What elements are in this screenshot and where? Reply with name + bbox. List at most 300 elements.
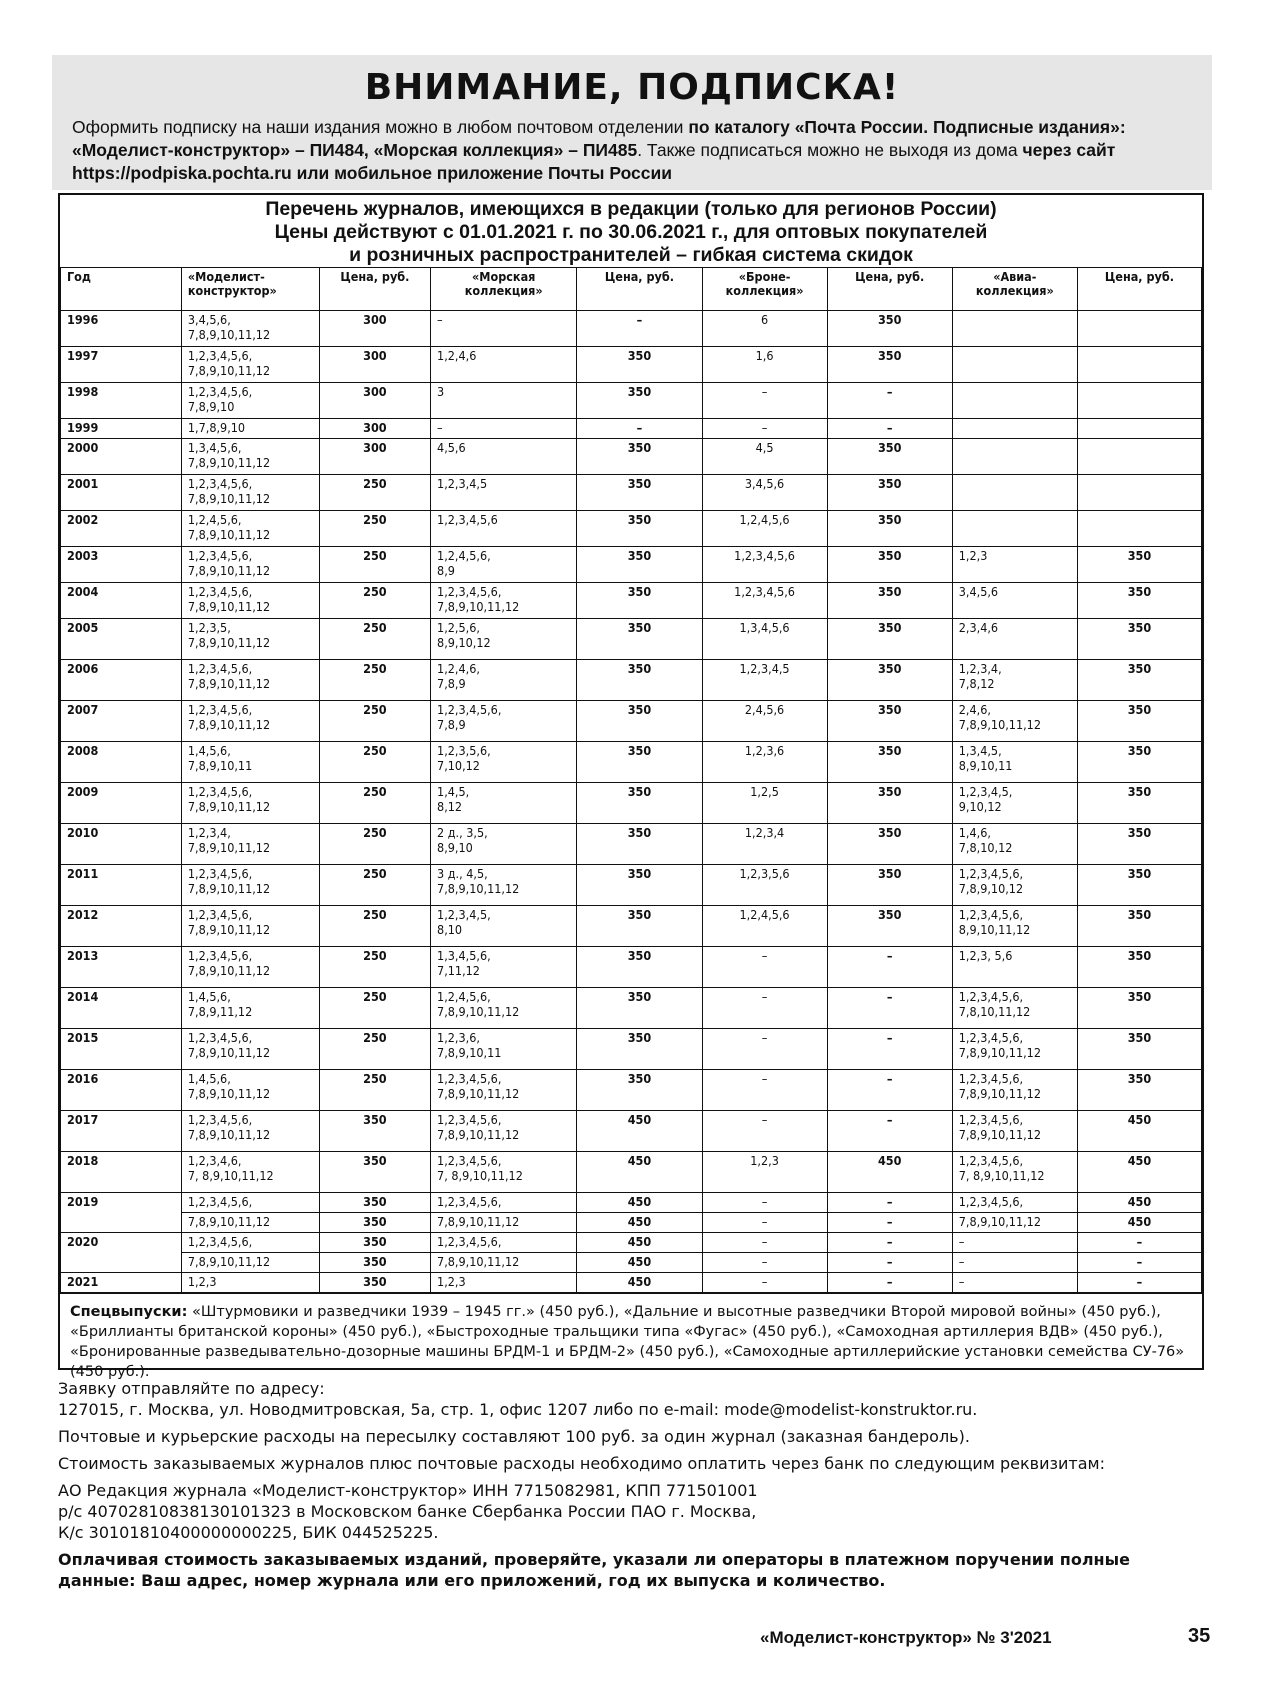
table-cell: 300 xyxy=(319,383,430,419)
table-header-row xyxy=(61,268,1202,311)
table-cell xyxy=(952,383,1077,419)
table-cell: 1,4,5,6, 7,8,9,10,11,12 xyxy=(181,1070,319,1111)
table-cell: 350 xyxy=(577,783,702,824)
table-row xyxy=(61,1193,1202,1213)
table-cell: 2021 xyxy=(61,1273,182,1293)
table-cell: 1,2,3,4,5,6, 7,8,9,10,11,12 xyxy=(431,1111,577,1152)
table-cell: 2000 xyxy=(61,439,182,475)
table-row xyxy=(61,547,1202,583)
table-cell xyxy=(952,311,1077,347)
table-row xyxy=(61,439,1202,475)
table-cell: 1,2,3,4,5,6, 7,8,9,10,11,12 xyxy=(181,906,319,947)
table-cell: 1,4,6, 7,8,10,12 xyxy=(952,824,1077,865)
header-price: Цена, руб. xyxy=(1077,268,1201,311)
table-cell: 350 xyxy=(577,383,702,419)
table-cell: 250 xyxy=(319,742,430,783)
table-cell: 1,3,4,5,6, 7,8,9,10,11,12 xyxy=(181,439,319,475)
table-cell: 3 xyxy=(431,383,577,419)
table-cell: 350 xyxy=(827,783,952,824)
table-cell: 350 xyxy=(577,511,702,547)
table-cell: 2002 xyxy=(61,511,182,547)
table-cell: – xyxy=(827,1070,952,1111)
table-cell: 350 xyxy=(577,824,702,865)
table-row xyxy=(61,419,1202,439)
table-cell: 1,2,3,4,5,6, 7,8,9,10,11,12 xyxy=(952,1029,1077,1070)
table-cell: 2020 xyxy=(61,1233,182,1273)
table-cell: 1,2,3,4,5,6, 7,8,9,10,11,12 xyxy=(181,583,319,619)
header-avia: «Авиа-коллекция» xyxy=(952,268,1077,311)
table-cell: 350 xyxy=(577,660,702,701)
table-cell: – xyxy=(702,1273,827,1293)
table-cell: – xyxy=(952,1273,1077,1293)
table-cell: 1,2,3,4,5,6, 7,8,9,10,11,12 xyxy=(181,660,319,701)
table-cell: 2003 xyxy=(61,547,182,583)
table-cell: 350 xyxy=(827,439,952,475)
table-cell: 1,2,4,6 xyxy=(431,347,577,383)
table-cell: 350 xyxy=(827,660,952,701)
table-cell: 1,2,3,4,5,6, 7,8,9,10,11,12 xyxy=(431,583,577,619)
table-cell: 1,2,3,4,5,6, xyxy=(952,1193,1077,1213)
table-cell: 1,7,8,9,10 xyxy=(181,419,319,439)
bank-requisites: АО Редакция журнала «Моделист-конструктор» ИНН 7715082981, КПП 771501001 р/с 40702810838130101323 в Московском банке Сбербанка России ПАО г. Москва, К/с 30101810400000000225, БИК 044525225. xyxy=(58,1481,758,1542)
table-row xyxy=(61,660,1202,701)
table-cell: 1,2,3,4 xyxy=(702,824,827,865)
table-cell: – xyxy=(827,1193,952,1213)
table-cell: 1,3,4,5,6, 7,11,12 xyxy=(431,947,577,988)
table-cell: 350 xyxy=(827,511,952,547)
table-cell: 450 xyxy=(577,1193,702,1213)
table-cell: – xyxy=(702,1029,827,1070)
table-cell: – xyxy=(827,988,952,1029)
table-cell: 1,2,3,4,5,6, 7,8,9,10,12 xyxy=(952,865,1077,906)
price-list-box xyxy=(58,193,1204,1380)
table-cell: 350 xyxy=(319,1273,430,1293)
table-cell: 350 xyxy=(1077,701,1201,742)
table-cell: 350 xyxy=(577,547,702,583)
table-cell xyxy=(1077,439,1201,475)
table-cell: 350 xyxy=(827,701,952,742)
table-cell: 1999 xyxy=(61,419,182,439)
table-cell xyxy=(1077,311,1201,347)
table-cell: 1,2,3,4,5,6 xyxy=(431,511,577,547)
table-cell: 450 xyxy=(577,1213,702,1233)
journal-issue: «Моделист-конструктор» № 3'2021 xyxy=(760,1628,1052,1647)
table-cell xyxy=(1077,475,1201,511)
header-brone: «Броне-коллекция» xyxy=(702,268,827,311)
table-cell: 1997 xyxy=(61,347,182,383)
table-cell: 250 xyxy=(319,1029,430,1070)
table-row xyxy=(61,1111,1202,1152)
table-cell: – xyxy=(431,311,577,347)
table-cell: 2005 xyxy=(61,619,182,660)
table-cell: – xyxy=(1077,1253,1201,1273)
table-cell: 350 xyxy=(577,619,702,660)
table-cell: 1,2,3,4,5,6, 7,8,9,10,11,12 xyxy=(181,1029,319,1070)
table-cell: – xyxy=(1077,1233,1201,1253)
table-cell: 2007 xyxy=(61,701,182,742)
table-cell: 2014 xyxy=(61,988,182,1029)
table-cell: – xyxy=(702,1233,827,1253)
table-row xyxy=(61,947,1202,988)
table-cell: 350 xyxy=(1077,547,1201,583)
table-cell: 250 xyxy=(319,511,430,547)
table-cell: 1,2,3,4,5,6, 7,8,10,11,12 xyxy=(952,988,1077,1029)
table-cell: 1,2,4,5,6, 7,8,9,10,11,12 xyxy=(181,511,319,547)
table-cell: 1,2,3,4,5 xyxy=(431,475,577,511)
table-cell: 2017 xyxy=(61,1111,182,1152)
table-cell: 1,2,3,4,6, 7, 8,9,10,11,12 xyxy=(181,1152,319,1193)
table-cell: 350 xyxy=(577,988,702,1029)
banner-text: Оформить подписку на наши издания можно в любом почтовом отделении по каталогу «Почта России. Подписные издания»: «Моделист-конструктор» – ПИ484, «Морская коллекция» – ПИ485. Также подписаться можно не выходя из дома через сайт https://podpiska.pochta.ru или мобильное приложение Почты России xyxy=(72,117,1126,183)
table-cell: – xyxy=(827,1273,952,1293)
subscription-banner xyxy=(52,55,1212,190)
table-cell: – xyxy=(577,419,702,439)
table-cell: 1,2,3,4,5,6, 7,8,9 xyxy=(431,701,577,742)
table-cell: – xyxy=(702,988,827,1029)
table-cell: 350 xyxy=(577,865,702,906)
table-cell: 2016 xyxy=(61,1070,182,1111)
table-cell: 2004 xyxy=(61,583,182,619)
table-cell: 1,2,3,4,5,6, 7,8,9,10,11,12 xyxy=(181,865,319,906)
table-row xyxy=(61,383,1202,419)
table-cell: 2019 xyxy=(61,1193,182,1233)
table-cell: 1,2,3,4,5,6, 8,9,10,11,12 xyxy=(952,906,1077,947)
table-cell: 450 xyxy=(827,1152,952,1193)
table-cell: 350 xyxy=(1077,906,1201,947)
table-cell: 350 xyxy=(827,547,952,583)
table-cell: 250 xyxy=(319,619,430,660)
table-cell: – xyxy=(827,1253,952,1273)
table-cell: – xyxy=(827,383,952,419)
table-row xyxy=(61,1070,1202,1111)
table-cell: – xyxy=(577,311,702,347)
table-cell: 3,4,5,6, 7,8,9,10,11,12 xyxy=(181,311,319,347)
table-cell: 250 xyxy=(319,824,430,865)
table-cell: 300 xyxy=(319,439,430,475)
table-cell: 6 xyxy=(702,311,827,347)
table-cell: 350 xyxy=(577,439,702,475)
table-cell: 2,4,5,6 xyxy=(702,701,827,742)
table-cell: 350 xyxy=(319,1213,430,1233)
table-cell: 350 xyxy=(577,1029,702,1070)
table-cell: 1,2,3,5, 7,8,9,10,11,12 xyxy=(181,619,319,660)
table-cell: 250 xyxy=(319,988,430,1029)
table-row xyxy=(61,742,1202,783)
table-cell: 1,2,3,4,5,6, 7,8,9,10,11,12 xyxy=(952,1070,1077,1111)
table-cell: 250 xyxy=(319,783,430,824)
table-cell: 7,8,9,10,11,12 xyxy=(181,1253,319,1273)
table-row xyxy=(61,701,1202,742)
table-cell: 1,2,3,4,5,6, 7,8,9,10,11,12 xyxy=(431,1070,577,1111)
table-cell: 350 xyxy=(827,865,952,906)
table-cell: – xyxy=(952,1253,1077,1273)
table-cell: 7,8,9,10,11,12 xyxy=(952,1213,1077,1233)
table-cell: 250 xyxy=(319,547,430,583)
table-cell: 2,3,4,6 xyxy=(952,619,1077,660)
table-cell: – xyxy=(702,1253,827,1273)
table-cell: 1,2,3 xyxy=(952,547,1077,583)
table-cell: 2,4,6, 7,8,9,10,11,12 xyxy=(952,701,1077,742)
table-cell: 7,8,9,10,11,12 xyxy=(181,1213,319,1233)
table-cell: 450 xyxy=(577,1111,702,1152)
table-cell xyxy=(1077,511,1201,547)
table-cell: 1,2,3,4, 7,8,9,10,11,12 xyxy=(181,824,319,865)
table-cell: 350 xyxy=(827,583,952,619)
table-cell: 300 xyxy=(319,347,430,383)
table-cell: 1,4,5,6, 7,8,9,11,12 xyxy=(181,988,319,1029)
table-cell: 3,4,5,6 xyxy=(952,583,1077,619)
table-cell: 1,2,3, 5,6 xyxy=(952,947,1077,988)
table-cell xyxy=(1077,419,1201,439)
table-cell: – xyxy=(827,947,952,988)
table-cell: 350 xyxy=(1077,583,1201,619)
table-row xyxy=(61,1152,1202,1193)
table-cell: – xyxy=(827,1233,952,1253)
table-cell: 350 xyxy=(577,906,702,947)
table-cell: 1,6 xyxy=(702,347,827,383)
table-cell: 1,2,3,4,5,6, 7,8,9,10,11,12 xyxy=(181,547,319,583)
table-cell: 1,2,3,4,5,6, 7,8,9,10,11,12 xyxy=(181,1111,319,1152)
table-cell: – xyxy=(702,1193,827,1213)
table-cell: 350 xyxy=(827,824,952,865)
table-row xyxy=(61,865,1202,906)
table-cell: 1,2,3,4,5,6, 7,8,9,10,11,12 xyxy=(181,947,319,988)
banner-title: ВНИМАНИЕ, ПОДПИСКА! xyxy=(364,67,900,108)
table-cell: 350 xyxy=(1077,660,1201,701)
table-cell: 1,2,3,4,5,6, 7,8,9,10 xyxy=(181,383,319,419)
table-cell: 250 xyxy=(319,906,430,947)
table-cell: 1,2,3,4,5,6, xyxy=(181,1193,319,1213)
table-cell: 350 xyxy=(577,583,702,619)
table-cell: 350 xyxy=(827,906,952,947)
table-cell: 250 xyxy=(319,865,430,906)
table-cell: 350 xyxy=(827,311,952,347)
table-cell: 1,2,4,5,6, 7,8,9,10,11,12 xyxy=(431,988,577,1029)
table-cell: – xyxy=(431,419,577,439)
table-cell xyxy=(952,347,1077,383)
table-row xyxy=(61,1233,1202,1253)
table-cell: 1,2,3,6 xyxy=(702,742,827,783)
table-cell: 250 xyxy=(319,1070,430,1111)
table-cell: 2010 xyxy=(61,824,182,865)
table-cell: – xyxy=(952,1233,1077,1253)
table-row xyxy=(61,1253,1202,1273)
table-cell: 2012 xyxy=(61,906,182,947)
table-cell: 1,2,3,4,5,6, 7,8,9,10,11,12 xyxy=(181,783,319,824)
table-cell: 1,2,3,4,5,6, xyxy=(431,1233,577,1253)
table-cell: 1,4,5,6, 7,8,9,10,11 xyxy=(181,742,319,783)
table-cell: 1,2,4,6, 7,8,9 xyxy=(431,660,577,701)
table-cell: 2008 xyxy=(61,742,182,783)
table-cell: 1,2,3,4,5 xyxy=(702,660,827,701)
table-row xyxy=(61,906,1202,947)
table-cell xyxy=(952,511,1077,547)
table-cell: 350 xyxy=(577,947,702,988)
table-cell: – xyxy=(1077,1273,1201,1293)
table-cell: 350 xyxy=(1077,1029,1201,1070)
table-cell: 350 xyxy=(319,1193,430,1213)
address: Заявку отправляйте по адресу: 127015, г. Москва, ул. Новодмитровская, 5а, стр. 1, офис 1207 либо по e-mail: mode@modelist-konstruktor.ru. xyxy=(58,1379,978,1419)
header-year: Год xyxy=(61,268,182,311)
table-cell: – xyxy=(827,419,952,439)
table-row xyxy=(61,988,1202,1029)
table-cell: – xyxy=(702,419,827,439)
table-row xyxy=(61,347,1202,383)
table-cell xyxy=(952,475,1077,511)
table-row xyxy=(61,1273,1202,1293)
table-cell: 350 xyxy=(1077,865,1201,906)
table-cell: 1,2,3,4,5,6, 7,8,9,10,11,12 xyxy=(181,701,319,742)
table-cell: 450 xyxy=(1077,1193,1201,1213)
table-title: Перечень журналов, имеющихся в редакции (только для регионов России) Цены действуют с 01.01.2021 г. по 30.06.2021 г., для оптовых покупателей и розничных распространителей – гибкая система скидок xyxy=(265,198,997,266)
table-row xyxy=(61,311,1202,347)
page-number: 35 xyxy=(1188,1625,1211,1647)
price-table xyxy=(60,267,1202,1293)
table-cell: 1,2,5,6, 8,9,10,12 xyxy=(431,619,577,660)
table-cell: 2006 xyxy=(61,660,182,701)
table-cell: 7,8,9,10,11,12 xyxy=(431,1253,577,1273)
table-cell: 1,3,4,5, 8,9,10,11 xyxy=(952,742,1077,783)
payment-warning: Оплачивая стоимость заказываемых изданий, проверяйте, указали ли операторы в платежном поручении полные данные: Ваш адрес, номер журнала или его приложений, год их выпуска и количество. xyxy=(58,1550,1130,1590)
table-cell xyxy=(1077,347,1201,383)
table-cell: 450 xyxy=(577,1273,702,1293)
table-cell: 350 xyxy=(577,347,702,383)
table-row xyxy=(61,824,1202,865)
table-cell: 350 xyxy=(319,1253,430,1273)
table-cell: 350 xyxy=(319,1233,430,1253)
table-cell: 3 д., 4,5, 7,8,9,10,11,12 xyxy=(431,865,577,906)
table-cell: 1,2,3 xyxy=(431,1273,577,1293)
table-cell: 250 xyxy=(319,660,430,701)
table-cell xyxy=(1077,383,1201,419)
table-cell: 1,2,5 xyxy=(702,783,827,824)
table-cell: 1,4,5, 8,12 xyxy=(431,783,577,824)
table-cell: 1,2,3,4,5, 9,10,12 xyxy=(952,783,1077,824)
table-cell xyxy=(952,439,1077,475)
table-cell: 1,2,3,4,5,6, 7, 8,9,10,11,12 xyxy=(431,1152,577,1193)
table-row xyxy=(61,1029,1202,1070)
table-cell: 4,5,6 xyxy=(431,439,577,475)
special-issues: Спецвыпуски: «Штурмовики и разведчики 1939 – 1945 гг.» (450 руб.), «Дальние и высотные разведчики Второй мировой войны» (450 руб.), «Бриллианты британской короны» (450 руб.), «Быстроходные тральщики типа «Фугас» (450 руб.), «Самоходная артиллерия ВДВ» (450 руб.), «Бронированные разведывательно-дозорные машины БРДМ-1 и БРДМ-2» (450 руб.), «Самоходные артиллерийские установки семейства СУ-76» (450 руб.). xyxy=(60,1293,1202,1390)
table-cell: 1,2,4,5,6, 8,9 xyxy=(431,547,577,583)
table-cell: – xyxy=(827,1111,952,1152)
table-cell: 350 xyxy=(1077,988,1201,1029)
table-cell: 450 xyxy=(1077,1213,1201,1233)
header-price: Цена, руб. xyxy=(577,268,702,311)
table-cell: 250 xyxy=(319,701,430,742)
table-cell: 450 xyxy=(577,1253,702,1273)
table-cell: 350 xyxy=(827,619,952,660)
header-price: Цена, руб. xyxy=(319,268,430,311)
table-cell: – xyxy=(827,1213,952,1233)
table-cell: 450 xyxy=(1077,1152,1201,1193)
postage-note: Почтовые и курьерские расходы на пересылку составляют 100 руб. за один журнал (заказная бандероль). xyxy=(58,1427,970,1446)
table-cell: 7,8,9,10,11,12 xyxy=(431,1213,577,1233)
table-cell: 2001 xyxy=(61,475,182,511)
table-cell: 4,5 xyxy=(702,439,827,475)
table-cell: 3,4,5,6 xyxy=(702,475,827,511)
table-cell: 1,2,3,4,5,6, 7, 8,9,10,11,12 xyxy=(952,1152,1077,1193)
table-cell: 350 xyxy=(1077,742,1201,783)
table-cell: 1,2,3,5,6 xyxy=(702,865,827,906)
payment-intro: Стоимость заказываемых журналов плюс почтовые расходы необходимо оплатить через банк по следующим реквизитам: xyxy=(58,1454,1105,1473)
table-cell xyxy=(952,419,1077,439)
table-cell: – xyxy=(702,947,827,988)
table-cell: 250 xyxy=(319,583,430,619)
table-cell: 2015 xyxy=(61,1029,182,1070)
table-row xyxy=(61,1213,1202,1233)
header-mk: «Моделист-конструктор» xyxy=(181,268,319,311)
table-cell: 300 xyxy=(319,311,430,347)
table-cell: 2009 xyxy=(61,783,182,824)
header-price: Цена, руб. xyxy=(827,268,952,311)
table-cell: 1,2,3,4,5,6, xyxy=(181,1233,319,1253)
table-cell: – xyxy=(702,383,827,419)
table-cell: 2013 xyxy=(61,947,182,988)
table-cell: 1,2,3,4,5,6 xyxy=(702,547,827,583)
table-cell: 2 д., 3,5, 8,9,10 xyxy=(431,824,577,865)
table-cell: 1996 xyxy=(61,311,182,347)
table-cell: 350 xyxy=(577,701,702,742)
table-row xyxy=(61,783,1202,824)
table-cell: 350 xyxy=(1077,824,1201,865)
table-cell: 1,3,4,5,6 xyxy=(702,619,827,660)
table-cell: 1,2,3,5,6, 7,10,12 xyxy=(431,742,577,783)
order-info xyxy=(58,1378,1208,1597)
table-cell: 1,2,3,4, 7,8,12 xyxy=(952,660,1077,701)
table-cell: 1,2,3,4,5,6, 7,8,9,10,11,12 xyxy=(181,475,319,511)
table-cell: 1,2,4,5,6 xyxy=(702,511,827,547)
table-cell: 1,2,3,4,5,6, xyxy=(431,1193,577,1213)
table-cell: 2011 xyxy=(61,865,182,906)
table-cell: 2018 xyxy=(61,1152,182,1193)
table-cell: 350 xyxy=(827,347,952,383)
table-cell: 350 xyxy=(1077,619,1201,660)
table-cell: 350 xyxy=(1077,783,1201,824)
table-cell: 450 xyxy=(577,1233,702,1253)
table-cell: 350 xyxy=(319,1111,430,1152)
table-cell: 1,2,3,4,5, 8,10 xyxy=(431,906,577,947)
table-cell: – xyxy=(702,1213,827,1233)
table-cell: 350 xyxy=(1077,1070,1201,1111)
table-cell: 250 xyxy=(319,947,430,988)
table-row xyxy=(61,475,1202,511)
table-cell: – xyxy=(702,1111,827,1152)
table-row xyxy=(61,583,1202,619)
table-cell: 1,2,3 xyxy=(702,1152,827,1193)
table-cell: 1,2,3,6, 7,8,9,10,11 xyxy=(431,1029,577,1070)
table-cell: 1,2,3,4,5,6, 7,8,9,10,11,12 xyxy=(181,347,319,383)
table-cell: 450 xyxy=(1077,1111,1201,1152)
table-cell: 350 xyxy=(827,475,952,511)
table-cell: – xyxy=(702,1070,827,1111)
table-cell: – xyxy=(827,1029,952,1070)
table-cell: 350 xyxy=(577,742,702,783)
header-mor: «Морская коллекция» xyxy=(431,268,577,311)
table-cell: 250 xyxy=(319,475,430,511)
table-cell: 1,2,3 xyxy=(181,1273,319,1293)
table-cell: 350 xyxy=(577,1070,702,1111)
table-cell: 300 xyxy=(319,419,430,439)
table-row xyxy=(61,619,1202,660)
table-cell: 350 xyxy=(577,475,702,511)
table-row xyxy=(61,511,1202,547)
table-cell: 350 xyxy=(827,742,952,783)
table-cell: 350 xyxy=(1077,947,1201,988)
table-cell: 1,2,4,5,6 xyxy=(702,906,827,947)
table-cell: 1998 xyxy=(61,383,182,419)
table-cell: 350 xyxy=(319,1152,430,1193)
